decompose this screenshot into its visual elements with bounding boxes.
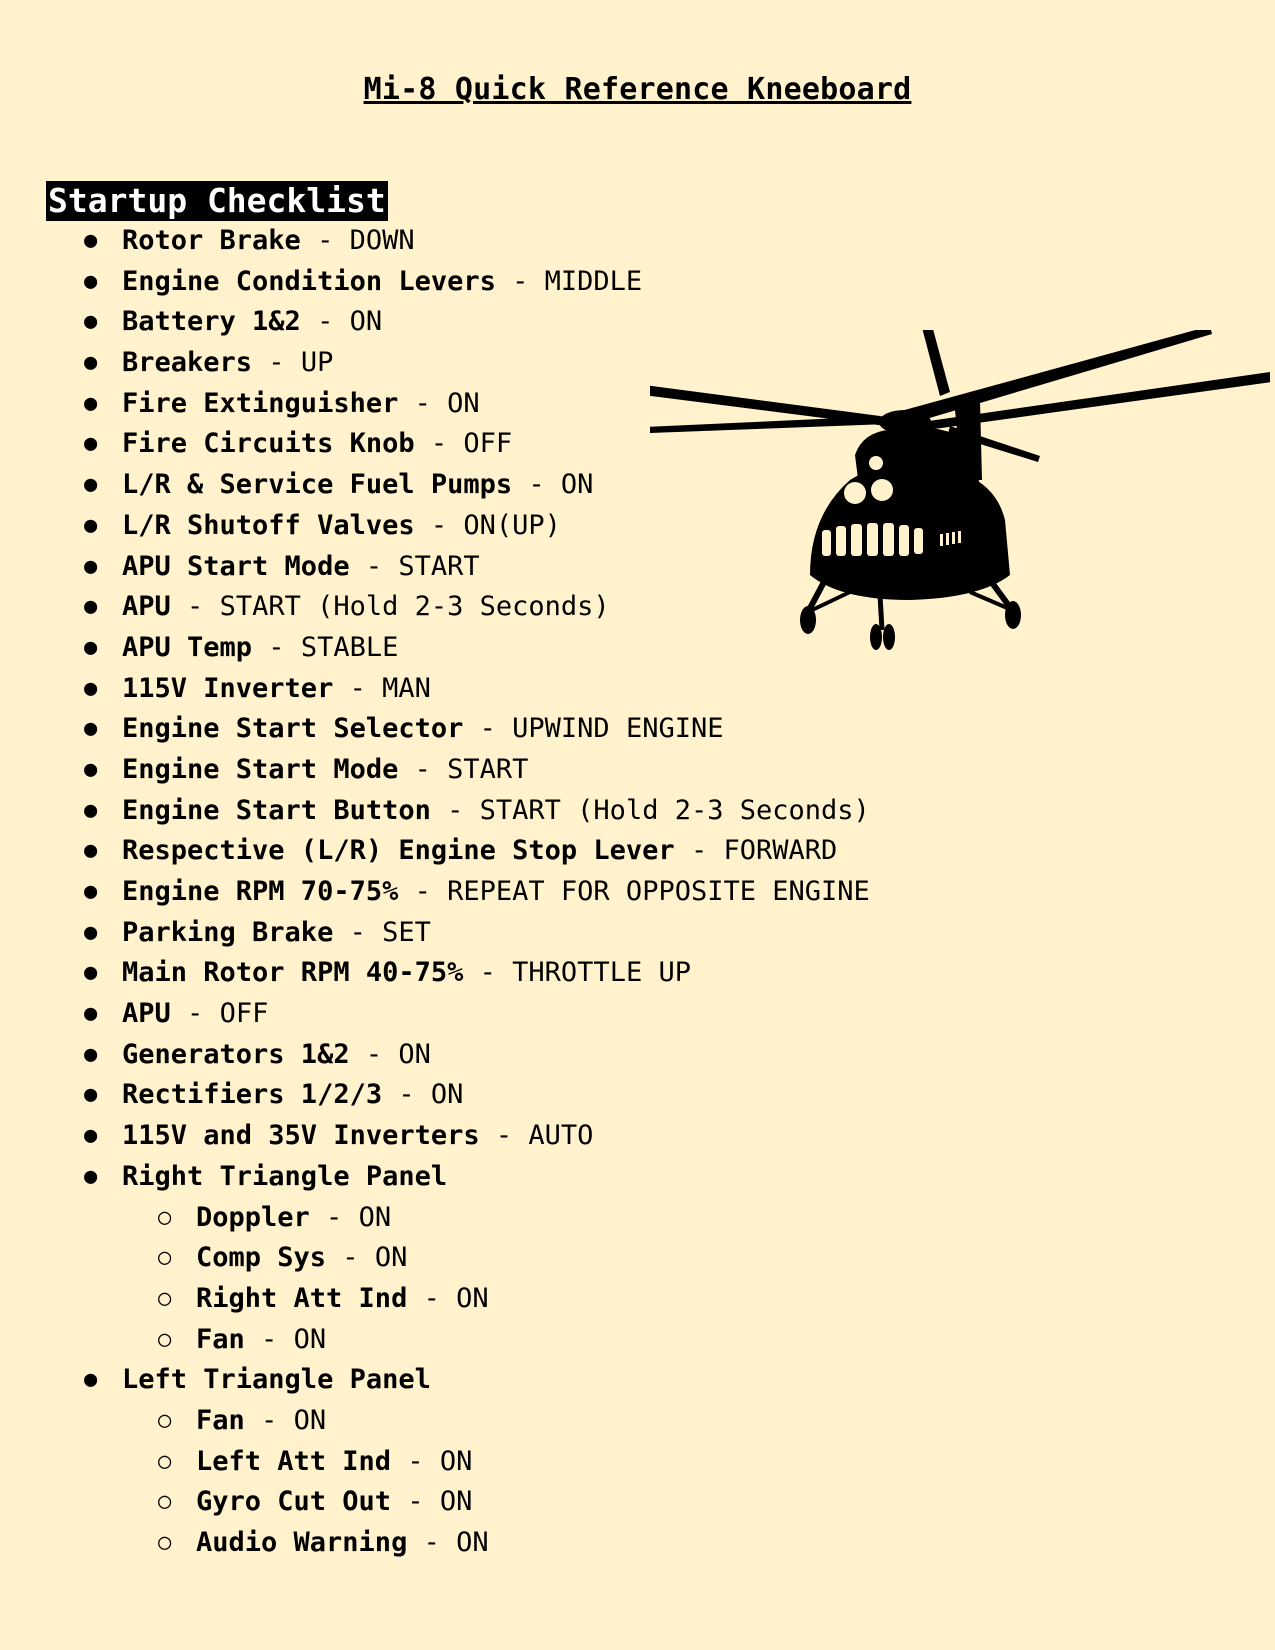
checklist-item-value: START (Hold 2-3 Seconds) bbox=[219, 591, 610, 623]
checklist-item-separator: - bbox=[300, 306, 350, 338]
bullet-icon: ● bbox=[84, 268, 98, 294]
checklist-item-value: START bbox=[398, 550, 480, 582]
bullet-icon: ● bbox=[84, 879, 98, 904]
checklist-item-value: ON bbox=[456, 1282, 489, 1314]
checklist-item-name: APU Start Mode bbox=[122, 550, 350, 582]
checklist-subitem bbox=[0, 1401, 870, 1442]
checklist-item-name: APU bbox=[122, 591, 171, 623]
checklist-item-name: Audio Warning bbox=[196, 1527, 408, 1558]
checklist-item-name: APU bbox=[122, 998, 171, 1030]
checklist-item bbox=[0, 994, 870, 1035]
checklist-item-separator: - bbox=[391, 1486, 440, 1518]
checklist-item bbox=[0, 1157, 870, 1198]
checklist-item-name: Doppler bbox=[196, 1201, 310, 1233]
checklist-item-value: ON bbox=[439, 1445, 473, 1477]
checklist-item-value: ON bbox=[398, 1038, 431, 1070]
checklist-item-separator: - bbox=[414, 428, 464, 460]
checklist-item-separator: - bbox=[382, 1079, 431, 1111]
bullet-icon: ● bbox=[84, 960, 98, 986]
checklist-item-value: OFF bbox=[463, 428, 513, 460]
checklist-subitem bbox=[0, 1523, 870, 1564]
checklist-item-name: Rotor Brake bbox=[122, 225, 301, 256]
checklist-item-separator: - bbox=[244, 1323, 294, 1355]
checklist-item-value: MIDDLE bbox=[544, 265, 643, 297]
checklist-item-name: Engine Start Button bbox=[122, 794, 431, 826]
bullet-icon: ● bbox=[84, 1001, 98, 1027]
checklist-item-separator: - bbox=[326, 1242, 375, 1274]
checklist-item-separator: - bbox=[398, 753, 448, 785]
bullet-icon: ● bbox=[84, 716, 98, 742]
bullet-icon: ● bbox=[84, 309, 98, 335]
checklist-item-value: FORWARD bbox=[723, 835, 838, 867]
checklist-item bbox=[0, 953, 870, 994]
checklist-item-name: Gyro Cut Out bbox=[196, 1486, 392, 1518]
bullet-icon: ● bbox=[84, 1367, 98, 1393]
bullet-icon: ● bbox=[84, 919, 98, 945]
hollow-bullet-icon: ○ bbox=[158, 1489, 172, 1515]
checklist-item bbox=[0, 587, 870, 628]
checklist-item bbox=[0, 1075, 870, 1116]
bullet-icon: ● bbox=[84, 797, 98, 823]
checklist-item-name: 115V and 35V Inverters bbox=[122, 1120, 480, 1152]
page-title: Mi-8 Quick Reference Kneeboard bbox=[363, 72, 912, 107]
checklist-item bbox=[0, 221, 870, 262]
checklist-item-separator: - bbox=[300, 225, 350, 256]
checklist-item-separator: - bbox=[463, 957, 513, 989]
checklist-item bbox=[0, 465, 870, 506]
checklist-item bbox=[0, 262, 870, 303]
checklist-item bbox=[0, 831, 870, 872]
checklist-item-separator: - bbox=[674, 835, 724, 867]
hollow-bullet-icon: ○ bbox=[158, 1530, 172, 1555]
section-heading: Startup Checklist bbox=[48, 181, 386, 220]
checklist-item-value: ON bbox=[293, 1323, 327, 1355]
checklist-item-value: ON bbox=[293, 1404, 327, 1436]
checklist-item-separator: - bbox=[479, 1120, 529, 1152]
checklist-item-separator: - bbox=[391, 1445, 440, 1477]
checklist-item-name: Fire Circuits Knob bbox=[122, 428, 415, 460]
checklist-item bbox=[0, 791, 870, 832]
checklist-item-separator: - bbox=[244, 1404, 294, 1436]
checklist-item-separator: - bbox=[170, 998, 220, 1030]
hollow-bullet-icon: ○ bbox=[158, 1448, 172, 1474]
checklist-item-name: Left Triangle Panel bbox=[122, 1364, 431, 1396]
checklist-item-value: SET bbox=[382, 916, 431, 948]
bullet-icon: ● bbox=[84, 1163, 98, 1189]
checklist-item-name: L/R Shutoff Valves bbox=[122, 509, 415, 541]
checklist-item-separator: - bbox=[407, 1527, 457, 1558]
bullet-icon: ● bbox=[84, 350, 98, 376]
bullet-icon: ● bbox=[84, 1123, 98, 1149]
bullet-icon: ● bbox=[84, 838, 98, 864]
checklist-item bbox=[0, 1360, 870, 1401]
checklist-item bbox=[0, 384, 870, 425]
checklist-item-value: ON bbox=[349, 306, 383, 338]
checklist-item-name: 115V Inverter bbox=[122, 672, 334, 704]
checklist-item-separator: - bbox=[407, 1282, 457, 1314]
checklist-item-separator: - bbox=[252, 631, 301, 663]
bullet-icon: ● bbox=[84, 431, 98, 457]
checklist-item-value: ON bbox=[430, 1079, 464, 1111]
checklist-item-separator: - bbox=[398, 387, 448, 419]
checklist-item-name: Fan bbox=[196, 1323, 245, 1355]
checklist-item bbox=[0, 669, 870, 710]
checklist-item bbox=[0, 547, 870, 588]
bullet-icon: ● bbox=[84, 472, 98, 498]
checklist-item-name: L/R & Service Fuel Pumps bbox=[122, 469, 513, 501]
bullet-icon: ● bbox=[84, 675, 98, 701]
checklist-item-name: Battery 1&2 bbox=[122, 306, 301, 338]
checklist-item-separator: - bbox=[463, 713, 513, 745]
checklist-subitem bbox=[0, 1320, 870, 1361]
checklist-item-name: Engine RPM 70-75% bbox=[122, 876, 399, 907]
checklist-item-value: UPWIND ENGINE bbox=[512, 713, 724, 745]
checklist-item-separator: - bbox=[512, 469, 561, 501]
checklist-item-value: OFF bbox=[219, 998, 269, 1030]
checklist-item-value: REPEAT FOR OPPOSITE ENGINE bbox=[447, 876, 870, 907]
bullet-icon: ● bbox=[84, 390, 98, 416]
checklist-item bbox=[0, 913, 870, 954]
checklist-item-name: Right Att Ind bbox=[196, 1282, 408, 1314]
checklist-item-separator: - bbox=[333, 916, 383, 948]
hollow-bullet-icon: ○ bbox=[158, 1204, 172, 1230]
checklist-item-name: Generators 1&2 bbox=[122, 1038, 350, 1070]
checklist-item-value: START (Hold 2-3 Seconds) bbox=[479, 794, 870, 826]
checklist-item-value: DOWN bbox=[349, 225, 415, 256]
checklist-item-value: ON bbox=[560, 469, 594, 501]
checklist-item-value: MAN bbox=[382, 672, 431, 704]
checklist-item bbox=[0, 628, 870, 669]
checklist-item-value: ON(UP) bbox=[463, 509, 561, 541]
checklist-item-value: AUTO bbox=[528, 1120, 594, 1152]
checklist-item-separator: - bbox=[349, 1038, 399, 1070]
checklist-item-value: THROTTLE UP bbox=[512, 957, 691, 989]
hollow-bullet-icon: ○ bbox=[158, 1245, 172, 1271]
bullet-icon: ● bbox=[84, 1082, 98, 1108]
checklist-item-separator: - bbox=[333, 672, 383, 704]
checklist-item-separator: - bbox=[170, 591, 220, 623]
checklist-item bbox=[0, 343, 870, 384]
checklist-item-value: ON bbox=[447, 387, 480, 419]
checklist-subitem bbox=[0, 1238, 870, 1279]
hollow-bullet-icon: ○ bbox=[158, 1407, 172, 1433]
bullet-icon: ● bbox=[84, 512, 98, 538]
checklist-item-name: Main Rotor RPM 40-75% bbox=[122, 957, 464, 989]
bullet-icon: ● bbox=[84, 1041, 98, 1067]
bullet-icon: ● bbox=[84, 594, 98, 620]
bullet-icon: ● bbox=[84, 634, 98, 660]
checklist-subitem bbox=[0, 1279, 870, 1320]
checklist-item-value: ON bbox=[439, 1486, 473, 1518]
checklist-item-separator: - bbox=[430, 794, 480, 826]
bullet-icon: ● bbox=[84, 756, 98, 782]
checklist-item-name: Engine Start Selector bbox=[122, 713, 464, 745]
bullet-icon: ● bbox=[84, 228, 98, 253]
checklist-item-value: ON bbox=[456, 1527, 489, 1558]
checklist-item-name: Fire Extinguisher bbox=[122, 387, 399, 419]
checklist-item-separator: - bbox=[495, 265, 545, 297]
bullet-icon: ● bbox=[84, 553, 98, 579]
checklist-item-name: Left Att Ind bbox=[196, 1445, 392, 1477]
checklist-item-separator: - bbox=[414, 509, 464, 541]
checklist-item-name: Rectifiers 1/2/3 bbox=[122, 1079, 383, 1111]
checklist-subitem bbox=[0, 1442, 870, 1483]
checklist-item bbox=[0, 506, 870, 547]
checklist-item bbox=[0, 872, 870, 913]
checklist-item-name: APU Temp bbox=[122, 631, 253, 663]
checklist-item-name: Right Triangle Panel bbox=[122, 1160, 448, 1192]
checklist-item-value: ON bbox=[374, 1242, 408, 1274]
hollow-bullet-icon: ○ bbox=[158, 1285, 172, 1311]
checklist-item bbox=[0, 709, 870, 750]
checklist-item-value: UP bbox=[300, 347, 334, 379]
checklist-item-separator: - bbox=[349, 550, 399, 582]
checklist-item-separator: - bbox=[398, 876, 448, 907]
checklist-item bbox=[0, 1116, 870, 1157]
checklist-item-value: STABLE bbox=[300, 631, 399, 663]
checklist-item-name: Engine Start Mode bbox=[122, 753, 399, 785]
checklist-subitem bbox=[0, 1198, 870, 1239]
checklist-item-name: Comp Sys bbox=[196, 1242, 327, 1274]
checklist-item bbox=[0, 302, 870, 343]
checklist-subitem bbox=[0, 1482, 870, 1523]
checklist-item-name: Fan bbox=[196, 1404, 245, 1436]
checklist-item-name: Respective (L/R) Engine Stop Lever bbox=[122, 835, 675, 867]
checklist-item bbox=[0, 1035, 870, 1076]
hollow-bullet-icon: ○ bbox=[158, 1326, 172, 1352]
checklist-item bbox=[0, 750, 870, 791]
checklist-item-separator: - bbox=[309, 1201, 359, 1233]
checklist-item-name: Breakers bbox=[122, 347, 253, 379]
checklist-item-name: Engine Condition Levers bbox=[122, 265, 496, 297]
checklist-item-value: ON bbox=[358, 1201, 392, 1233]
checklist-item-name: Parking Brake bbox=[122, 916, 334, 948]
startup-checklist bbox=[0, 221, 870, 1564]
checklist-item-value: START bbox=[447, 753, 529, 785]
checklist-item bbox=[0, 424, 870, 465]
checklist-item-separator: - bbox=[252, 347, 301, 379]
